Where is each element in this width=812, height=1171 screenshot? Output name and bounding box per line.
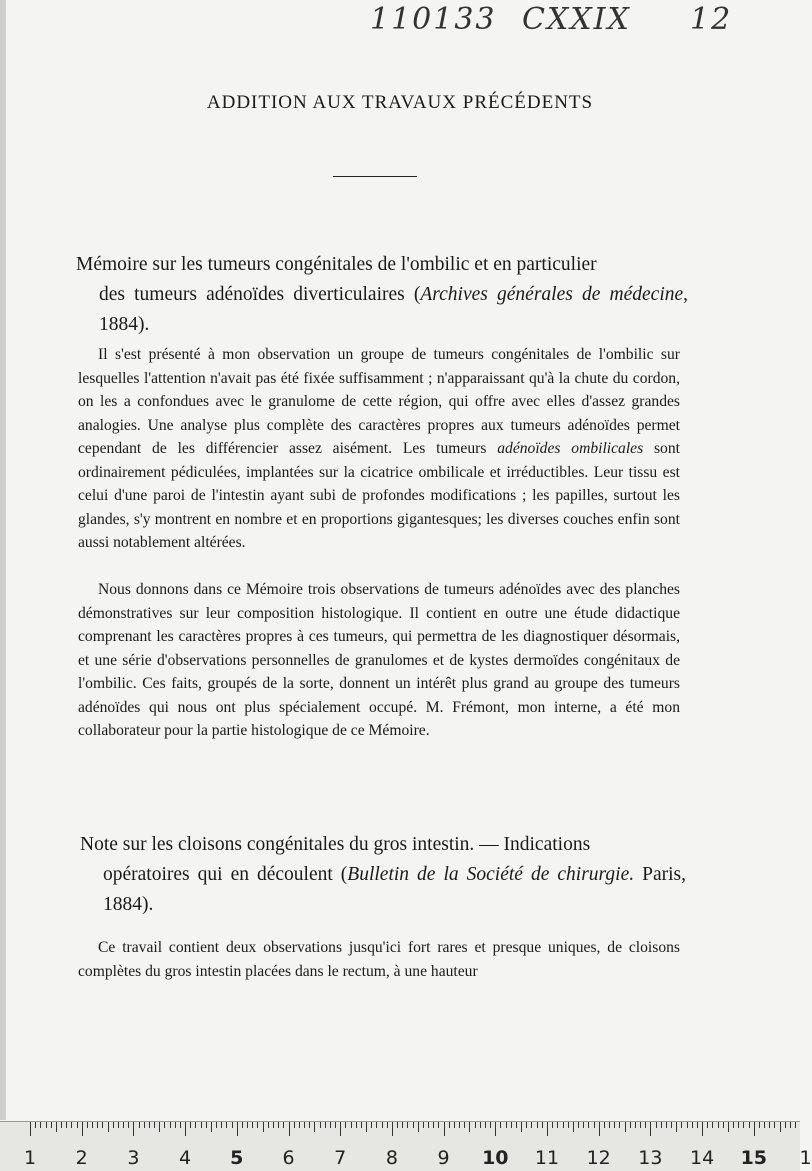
ruler-tick	[619, 1122, 620, 1128]
ruler-tick	[521, 1122, 522, 1132]
ruler-tick	[438, 1122, 439, 1128]
ruler-tick	[345, 1122, 346, 1128]
ruler-tick	[387, 1122, 388, 1128]
ruler-tick	[573, 1122, 574, 1132]
ruler-tick	[563, 1122, 564, 1128]
ruler-tick	[578, 1122, 579, 1128]
ruler-tick	[712, 1122, 713, 1128]
ruler-tick	[175, 1122, 176, 1128]
ruler-tick	[749, 1122, 750, 1128]
ruler-tick	[232, 1122, 233, 1128]
ruler-tick	[702, 1122, 703, 1136]
ruler-tick	[614, 1122, 615, 1128]
ruler-number: 15	[740, 1147, 768, 1169]
ruler-tick	[113, 1122, 114, 1128]
ruler-tick	[216, 1122, 217, 1128]
measuring-ruler	[0, 1121, 812, 1171]
ruler-tick	[87, 1122, 88, 1128]
ruler-tick	[190, 1122, 191, 1128]
ruler-tick	[495, 1122, 496, 1136]
title-divider	[333, 176, 417, 177]
ruler-tick	[759, 1122, 760, 1128]
ruler-tick	[56, 1122, 57, 1132]
ruler-tick	[382, 1122, 383, 1128]
ruler-tick	[754, 1122, 755, 1136]
ruler-tick	[159, 1122, 160, 1132]
section2-heading	[80, 830, 686, 920]
ruler-tick	[180, 1122, 181, 1128]
ruler-tick	[656, 1122, 657, 1128]
ruler-tick	[71, 1122, 72, 1128]
ruler-tick	[118, 1122, 119, 1128]
ruler-tick	[325, 1122, 326, 1128]
ruler-tick	[128, 1122, 129, 1128]
ruler-number: 14	[690, 1147, 715, 1169]
ruler-tick	[692, 1122, 693, 1128]
ruler-tick	[780, 1122, 781, 1132]
ruler-tick	[666, 1122, 667, 1128]
ruler-tick	[237, 1122, 238, 1136]
ruler-tick	[247, 1122, 248, 1128]
ruler-tick	[635, 1122, 636, 1128]
ruler-tick	[640, 1122, 641, 1128]
section1-heading	[76, 250, 688, 340]
ruler-tick	[733, 1122, 734, 1128]
ruler-tick	[102, 1122, 103, 1128]
section1-heading-rest	[76, 280, 688, 340]
section2-heading-line3: Paris, 1884).	[103, 864, 686, 915]
section1-journal-title: Archives générales de	[420, 284, 601, 305]
ruler-tick	[242, 1122, 243, 1128]
ruler-tick	[97, 1122, 98, 1128]
ruler-tick	[650, 1122, 651, 1136]
ruler-tick	[738, 1122, 739, 1128]
ruler-tick	[35, 1122, 36, 1128]
ruler-tick	[263, 1122, 264, 1132]
section1-heading-line2: des tumeurs adénoïdes diverticulaires (	[99, 284, 421, 305]
ruler-tick	[289, 1122, 290, 1136]
ruler-tick	[299, 1122, 300, 1128]
ruler-tick	[330, 1122, 331, 1128]
ruler-tick	[283, 1122, 284, 1128]
ruler-tick	[547, 1122, 548, 1136]
ruler-number: 2	[75, 1147, 88, 1169]
ruler-tick	[588, 1122, 589, 1128]
ruler-tick	[278, 1122, 279, 1128]
ruler-tick	[320, 1122, 321, 1128]
ruler-tick	[170, 1122, 171, 1128]
ruler-tick	[630, 1122, 631, 1128]
ruler-tick	[402, 1122, 403, 1128]
ruler-tick	[92, 1122, 93, 1128]
ruler-tick	[557, 1122, 558, 1128]
ruler-tick	[433, 1122, 434, 1128]
section2-heading-rest	[80, 860, 686, 920]
ruler-tick	[769, 1122, 770, 1128]
ruler-tick	[774, 1122, 775, 1128]
ruler-number: 10	[482, 1147, 509, 1169]
ruler-tick	[149, 1122, 150, 1128]
ruler-tick	[681, 1122, 682, 1128]
ruler-tick	[444, 1122, 445, 1136]
section2-paragraph1: Ce travail contient deux observations jusqu'ici fort rares et presque uniques, de cloisons complètes du gros intestin placées dans le rectum, à une hauteur	[78, 939, 680, 980]
ruler-tick	[485, 1122, 486, 1128]
ruler-tick	[61, 1122, 62, 1128]
ruler-tick	[723, 1122, 724, 1128]
handwritten-roman-numeral: CXXIX	[522, 2, 631, 37]
page-title: ADDITION AUX TRAVAUX PRÉCÉDENTS	[206, 92, 594, 113]
ruler-tick	[423, 1122, 424, 1128]
ruler-tick	[366, 1122, 367, 1132]
ruler-tick	[676, 1122, 677, 1132]
ruler-number: 3	[127, 1147, 140, 1169]
ruler-tick	[46, 1122, 47, 1128]
ruler-tick	[568, 1122, 569, 1128]
handwritten-inventory-number: 110133	[370, 2, 497, 37]
ruler-tick	[454, 1122, 455, 1128]
ruler-tick	[531, 1122, 532, 1128]
ruler-tick	[469, 1122, 470, 1132]
section1-paragraph2: Nous donnons dans ce Mémoire trois observations de tumeurs adénoïdes avec des planches démonstratives sur leur composition histologique. Il contient en outre une étude didactique comprenant les caractères propres à ces tumeurs, qui permettra de les diagnostiquer désormais, et une série d'observations personnelles de granulomes et de kystes dermoïdes congénitaux de l'ombilic. Ces faits, groupés de la sorte, donnent un intérêt plus grand au groupe des tumeurs adénoïdes qui nous ont plus spécialement occupé. M. Frémont, mon interne, a été mon collaborateur pour la partie histologique de ce Mémoire.	[78, 581, 680, 739]
ruler-tick	[785, 1122, 786, 1128]
ruler-tick	[123, 1122, 124, 1128]
ruler-tick	[552, 1122, 553, 1128]
ruler-number: 1	[799, 1147, 812, 1169]
ruler-tick	[480, 1122, 481, 1128]
ruler-tick	[743, 1122, 744, 1128]
ruler-tick	[371, 1122, 372, 1128]
ruler-tick	[154, 1122, 155, 1128]
ruler-tick	[475, 1122, 476, 1128]
ruler-tick	[500, 1122, 501, 1128]
ruler-number: 12	[586, 1147, 611, 1169]
ruler-tick	[221, 1122, 222, 1128]
ruler-tick	[226, 1122, 227, 1128]
section1-heading-year: , 1884).	[99, 284, 689, 335]
section2-heading-line1: Note sur les cloisons congénitales du gros intestin. — Indications	[80, 834, 591, 855]
ruler-tick	[356, 1122, 357, 1128]
ruler-tick	[361, 1122, 362, 1128]
ruler-tick	[201, 1122, 202, 1128]
ruler-tick	[583, 1122, 584, 1128]
ruler-tick	[661, 1122, 662, 1128]
ruler-tick	[66, 1122, 67, 1128]
ruler-tick	[542, 1122, 543, 1128]
ruler-tick	[40, 1122, 41, 1128]
ruler-number: 1	[23, 1147, 37, 1169]
ruler-tick	[764, 1122, 765, 1128]
page-edge	[0, 0, 6, 1120]
ruler-tick	[335, 1122, 336, 1128]
ruler-tick	[185, 1122, 186, 1136]
ruler-number: 9	[437, 1147, 450, 1169]
ruler-tick	[294, 1122, 295, 1128]
ruler-tick	[268, 1122, 269, 1128]
ruler-tick	[718, 1122, 719, 1128]
handwritten-page-number: 12	[690, 2, 733, 37]
ruler-tick	[506, 1122, 507, 1128]
ruler-tick	[139, 1122, 140, 1128]
ruler-tick	[30, 1122, 31, 1136]
ruler-number: 11	[534, 1147, 560, 1169]
ruler-tick	[309, 1122, 310, 1128]
ruler-tick	[671, 1122, 672, 1128]
ruler-tick	[490, 1122, 491, 1128]
ruler-number: 13	[638, 1147, 663, 1169]
ruler-tick	[697, 1122, 698, 1128]
section2-journal-title: Bulletin de la Société de chirurgie.	[347, 864, 635, 885]
ruler-tick	[604, 1122, 605, 1128]
ruler-tick	[144, 1122, 145, 1128]
ruler-tick	[407, 1122, 408, 1128]
emphasized-term: adénoïdes ombilicales	[497, 440, 644, 457]
ruler-number: 4	[179, 1147, 192, 1169]
ruler-tick	[304, 1122, 305, 1128]
ruler-number: 8	[385, 1147, 398, 1169]
ruler-number: 7	[334, 1147, 347, 1169]
ruler-tick	[418, 1122, 419, 1132]
ruler-tick	[449, 1122, 450, 1128]
ruler-tick	[428, 1122, 429, 1128]
ruler-tick	[594, 1122, 595, 1128]
ruler-tick	[413, 1122, 414, 1128]
ruler-tick	[687, 1122, 688, 1128]
ruler-number: 5	[230, 1147, 244, 1169]
ruler-tick	[77, 1122, 78, 1128]
ruler-tick	[464, 1122, 465, 1128]
ruler-tick	[599, 1122, 600, 1136]
ruler-tick	[392, 1122, 393, 1136]
section1-paragraph1: Il s'est présenté à mon observation un groupe de tumeurs congénitales de l'ombilic sur lesquelles l'attention n'avait pas été fixée suffisamment ; n'apparaissant qu'à la chute du cordon, on les a confondues avec le granulome de cette région, qui offre avec elles d'assez grandes analogies. Une analyse plus complète des caractères propres aux tumeurs adénoïdes permet cependant de les différencier assez aisément. Les tumeurs adénoïdes ombilicales sont ordinairement pédiculées, implantées sur la cicatrice ombilicale et irréductibles. Leur tissu est celui d'une paroi de l'intestin ayant subi de profondes modifications ; les papilles, surtout les glandes, s'y montrent en nombre et en proportions gigantesques; les diverses couches enfin sont aussi notablement altérées.	[78, 346, 680, 551]
ruler-tick	[459, 1122, 460, 1128]
ruler-tick	[526, 1122, 527, 1128]
ruler-tick	[511, 1122, 512, 1128]
ruler-tick	[609, 1122, 610, 1128]
ruler-tick	[537, 1122, 538, 1128]
ruler-tick	[257, 1122, 258, 1128]
ruler-tick	[625, 1122, 626, 1132]
ruler-tick	[795, 1122, 796, 1128]
ruler-tick	[164, 1122, 165, 1128]
ruler-tick	[252, 1122, 253, 1128]
ruler-tick	[707, 1122, 708, 1128]
ruler-tick	[645, 1122, 646, 1128]
ruler-tick	[82, 1122, 83, 1136]
ruler-tick	[397, 1122, 398, 1128]
ruler-tick	[51, 1122, 52, 1128]
ruler-tick	[206, 1122, 207, 1128]
ruler-number: 6	[282, 1147, 295, 1169]
ruler-tick	[340, 1122, 341, 1136]
ruler-tick	[211, 1122, 212, 1132]
ruler-tick	[376, 1122, 377, 1128]
section1-heading-line1: Mémoire sur les tumeurs congénitales de l'ombilic et en particulier	[76, 254, 597, 275]
ruler-tick	[516, 1122, 517, 1128]
section2-heading-line2: opératoires qui en découlent (	[103, 864, 348, 885]
ruler-tick	[133, 1122, 134, 1136]
ruler-tick	[273, 1122, 274, 1128]
ruler-tick	[108, 1122, 109, 1132]
ruler-tick	[728, 1122, 729, 1132]
ruler-tick	[790, 1122, 791, 1128]
ruler-tick	[195, 1122, 196, 1128]
section1-journal-title-cont: médecine	[609, 284, 684, 305]
ruler-tick	[314, 1122, 315, 1132]
ruler-tick	[351, 1122, 352, 1128]
